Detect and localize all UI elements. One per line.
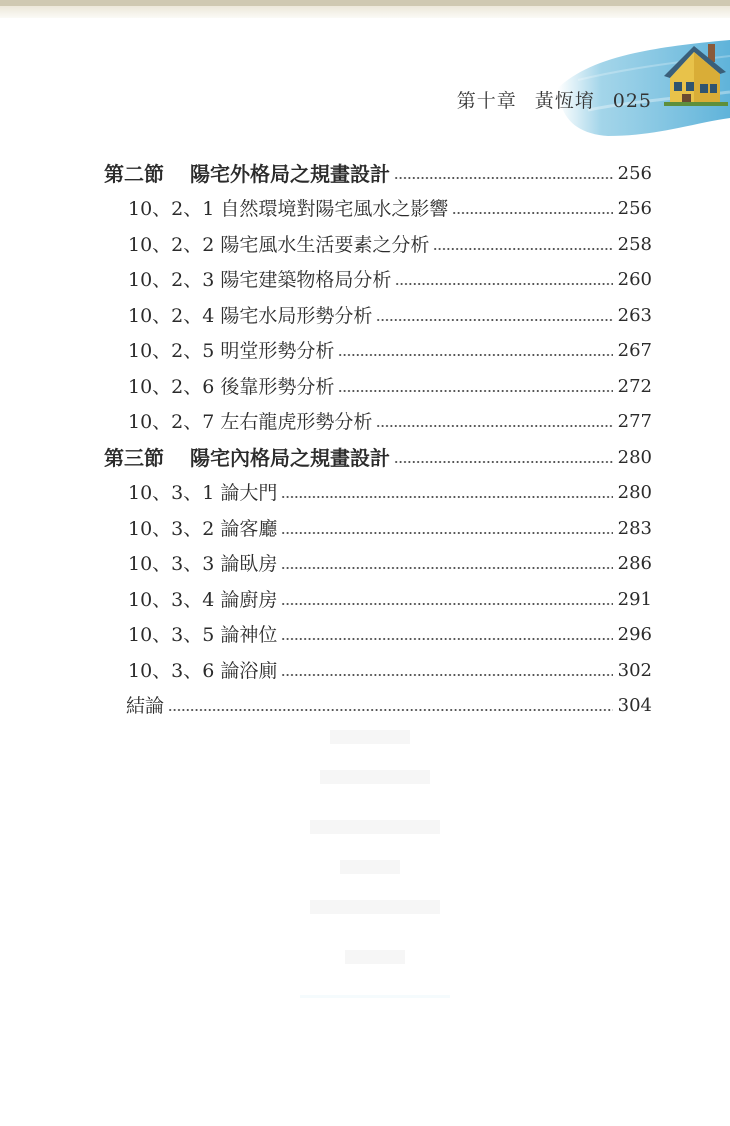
leader-dots bbox=[376, 317, 613, 323]
toc-item[interactable] bbox=[104, 470, 652, 506]
page-ref: 263 bbox=[617, 304, 652, 326]
toc-item[interactable] bbox=[104, 221, 652, 257]
leader-dots bbox=[338, 388, 613, 394]
item-number: 10、3、2 bbox=[128, 517, 215, 540]
toc-item[interactable] bbox=[104, 541, 652, 577]
item-number: 10、3、5 bbox=[128, 624, 215, 646]
leader-dots bbox=[433, 246, 613, 252]
author-name: 黃恆堉 bbox=[534, 90, 595, 112]
toc-section[interactable] bbox=[104, 434, 652, 470]
toc-item[interactable] bbox=[104, 505, 652, 541]
toc-entry-text bbox=[128, 197, 450, 221]
page-ref: 291 bbox=[617, 588, 652, 610]
page-ref: 272 bbox=[617, 375, 652, 397]
item-number: 10、2、2 bbox=[128, 233, 215, 256]
toc-section[interactable] bbox=[104, 150, 652, 186]
leader-dots bbox=[395, 281, 613, 287]
toc-item[interactable] bbox=[104, 328, 652, 364]
item-title: 論神位 bbox=[220, 624, 278, 646]
leader-dots bbox=[168, 707, 613, 713]
toc-item[interactable] bbox=[104, 257, 652, 293]
item-title: 論客廳 bbox=[220, 517, 278, 540]
leader-dots bbox=[281, 672, 613, 678]
toc-item[interactable] bbox=[104, 363, 652, 399]
page-ref: 304 bbox=[617, 695, 652, 716]
item-number: 10、2、4 bbox=[128, 304, 215, 327]
item-number: 10、3、1 bbox=[128, 482, 215, 504]
item-number: 10、2、5 bbox=[128, 340, 215, 362]
item-title: 論臥房 bbox=[220, 553, 278, 575]
item-title: 明堂形勢分析 bbox=[220, 340, 335, 362]
item-title: 陽宅水局形勢分析 bbox=[220, 304, 373, 327]
toc-entry-text bbox=[128, 339, 336, 363]
leader-dots bbox=[394, 175, 613, 181]
house-illustration-icon bbox=[660, 38, 730, 110]
toc-entry-text bbox=[128, 588, 279, 612]
page-ref: 296 bbox=[617, 624, 652, 645]
toc-item[interactable] bbox=[104, 186, 652, 222]
item-title: 後靠形勢分析 bbox=[220, 375, 335, 398]
toc-entry-text bbox=[104, 446, 392, 470]
leader-dots bbox=[281, 530, 613, 536]
toc-entry-text bbox=[128, 410, 374, 434]
page-ref: 260 bbox=[617, 269, 652, 290]
toc-entry-text bbox=[126, 694, 166, 718]
toc-entry-text bbox=[128, 552, 279, 576]
item-number: 10、2、1 bbox=[128, 198, 215, 220]
item-number: 10、3、6 bbox=[128, 659, 215, 682]
page-number: 025 bbox=[612, 90, 652, 112]
toc-entry-text bbox=[128, 481, 279, 505]
item-title: 左右龍虎形勢分析 bbox=[220, 411, 373, 433]
section-title: 陽宅外格局之規畫設計 bbox=[190, 161, 390, 186]
top-border-shadow bbox=[0, 6, 730, 18]
item-title: 陽宅建築物格局分析 bbox=[220, 269, 392, 291]
page-ref: 256 bbox=[617, 198, 652, 219]
toc-entry-text bbox=[128, 304, 374, 328]
toc-item[interactable] bbox=[104, 612, 652, 648]
page-ref: 267 bbox=[617, 340, 652, 361]
item-number: 10、2、7 bbox=[128, 411, 215, 433]
toc-item[interactable] bbox=[104, 647, 652, 683]
section-number: 第二節 bbox=[104, 161, 164, 186]
toc-entry-text bbox=[128, 233, 431, 257]
item-number: 10、2、3 bbox=[128, 269, 215, 291]
page-ref: 280 bbox=[617, 446, 652, 468]
leader-dots bbox=[281, 494, 613, 500]
toc-item[interactable] bbox=[104, 399, 652, 435]
item-number: 10、2、6 bbox=[128, 375, 215, 398]
leader-dots bbox=[338, 352, 613, 358]
page-ref: 280 bbox=[617, 482, 652, 503]
page-ref: 258 bbox=[617, 233, 652, 255]
page-header bbox=[0, 78, 652, 118]
item-title: 自然環境對陽宅風水之影響 bbox=[220, 198, 449, 220]
page-ref: 256 bbox=[617, 162, 652, 184]
item-number: 10、3、4 bbox=[128, 588, 215, 611]
item-title: 結論 bbox=[126, 695, 165, 717]
toc-item[interactable] bbox=[104, 576, 652, 612]
leader-dots bbox=[394, 459, 613, 465]
section-number: 第三節 bbox=[104, 445, 164, 470]
table-of-contents bbox=[104, 150, 652, 718]
item-number: 10、3、3 bbox=[128, 553, 215, 575]
leader-dots bbox=[376, 423, 613, 429]
page-ref: 283 bbox=[617, 517, 652, 539]
show-through-watermark bbox=[300, 720, 450, 1010]
item-title: 論廚房 bbox=[220, 588, 278, 611]
leader-dots bbox=[452, 210, 613, 216]
leader-dots bbox=[281, 565, 613, 571]
leader-dots bbox=[281, 636, 613, 642]
toc-entry-text bbox=[128, 623, 279, 647]
toc-item-conclusion[interactable] bbox=[104, 683, 652, 719]
section-title: 陽宅內格局之規畫設計 bbox=[190, 445, 390, 470]
toc-entry-text bbox=[128, 268, 393, 292]
item-title: 陽宅風水生活要素之分析 bbox=[220, 233, 430, 256]
item-title: 論浴廁 bbox=[220, 659, 278, 682]
toc-item[interactable] bbox=[104, 292, 652, 328]
running-header bbox=[439, 86, 652, 113]
toc-entry-text bbox=[128, 517, 279, 541]
page-ref: 277 bbox=[617, 411, 652, 432]
item-title: 論大門 bbox=[220, 482, 278, 504]
chapter-label: 第十章 bbox=[456, 90, 517, 112]
toc-entry-text bbox=[128, 375, 336, 399]
toc-entry-text bbox=[104, 162, 392, 186]
toc-entry-text bbox=[128, 659, 279, 683]
page-ref: 286 bbox=[617, 553, 652, 574]
leader-dots bbox=[281, 601, 613, 607]
page-ref: 302 bbox=[617, 659, 652, 681]
